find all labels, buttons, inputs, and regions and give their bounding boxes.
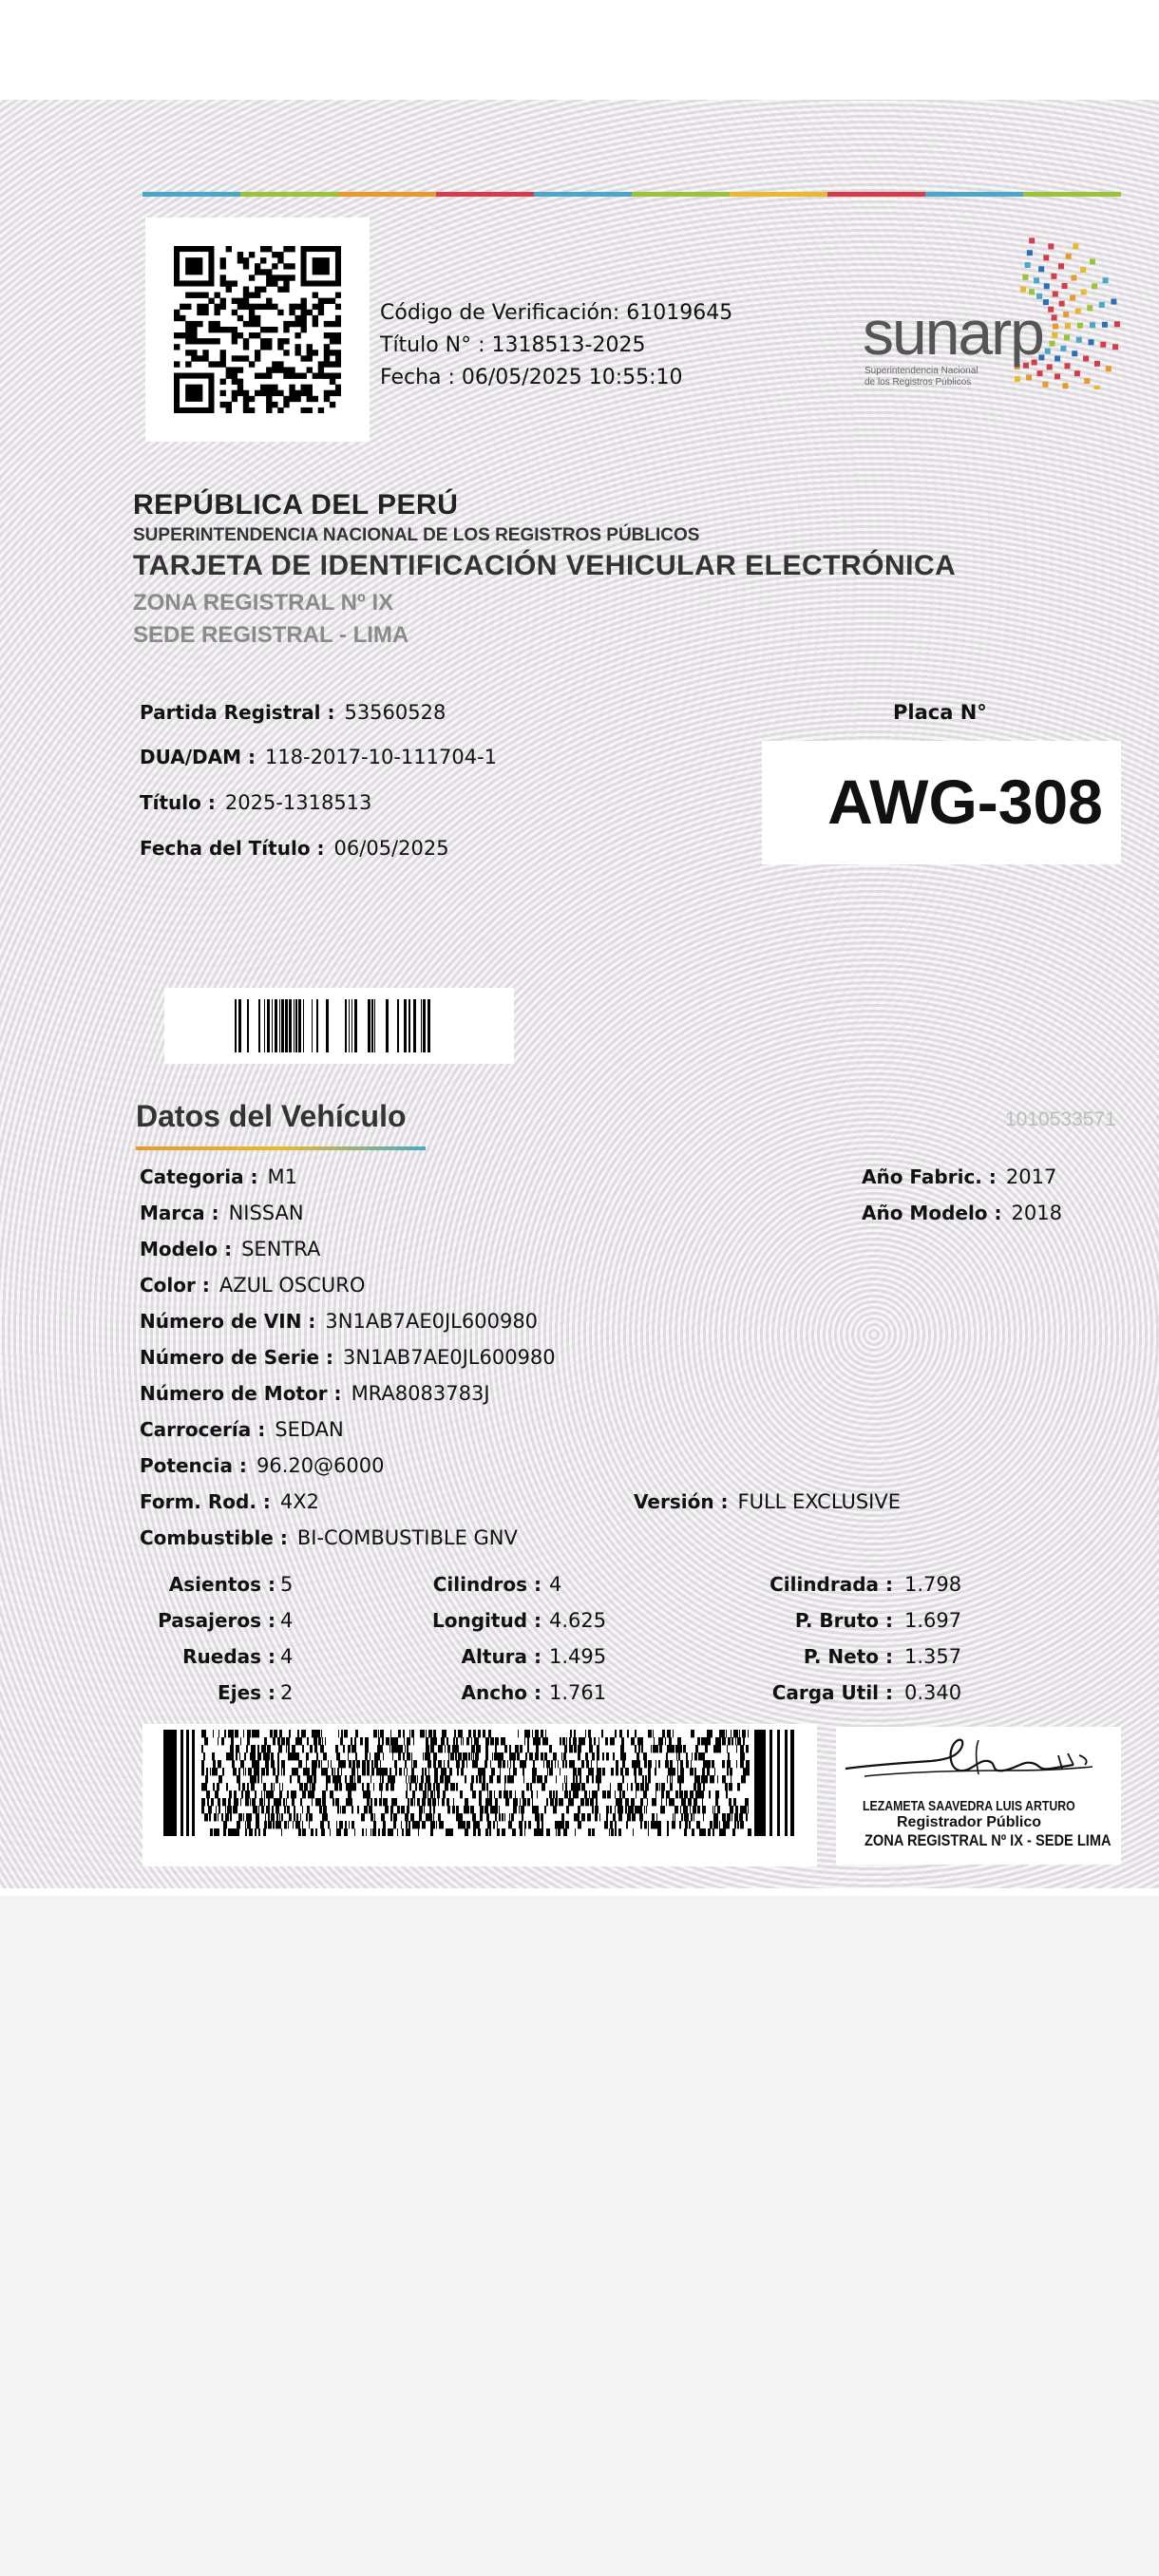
categoria-label: Categoria :: [140, 1165, 258, 1188]
vin-label: Número de VIN :: [140, 1310, 316, 1333]
ejes-value: 2: [280, 1681, 294, 1704]
signature-block: [836, 1727, 1121, 1865]
formrod-row: [140, 1490, 319, 1514]
qr-code: [145, 218, 370, 442]
partida-row: [140, 701, 446, 725]
pasajeros-value: 4: [280, 1609, 294, 1632]
logo-word: sunarp: [863, 297, 1043, 368]
longitud-label-cell: [342, 1609, 542, 1633]
pasajeros-value-cell: [280, 1609, 293, 1633]
ruedas-value-cell: [280, 1645, 293, 1669]
verification-title: Título N° : 1318513-2025: [380, 333, 646, 357]
vin-row: [140, 1310, 538, 1334]
longitud-value: 4.625: [549, 1609, 607, 1632]
version-value: FULL EXCLUSIVE: [737, 1490, 902, 1513]
altura-value: 1.495: [549, 1645, 607, 1668]
marca-label: Marca :: [140, 1202, 219, 1224]
verification-code: Código de Verificación: 61019645: [380, 301, 733, 325]
asientos-value: 5: [280, 1573, 294, 1596]
ruedas-value: 4: [280, 1645, 294, 1668]
ejes-value-cell: [280, 1681, 293, 1705]
cilindrada-value: 1.798: [904, 1573, 962, 1596]
carroceria-value: SEDAN: [275, 1418, 344, 1441]
longitud-label: Longitud :: [432, 1609, 542, 1632]
pbruto-label: P. Bruto :: [794, 1609, 893, 1632]
ancho-value-cell: [549, 1681, 606, 1705]
stripe-segment: [338, 192, 436, 197]
registrar-name: LEZAMETA SAAVEDRA LUIS ARTURO: [863, 1798, 1075, 1814]
carga-value: 0.340: [904, 1681, 962, 1704]
longitud-value-cell: [549, 1609, 606, 1633]
vehicle-card: [0, 100, 1159, 1888]
motor-row: [140, 1382, 490, 1406]
ano-fabric-row: [862, 1165, 1056, 1189]
motor-label: Número de Motor :: [140, 1382, 342, 1405]
header-zona: ZONA REGISTRAL Nº IX: [133, 590, 394, 616]
formrod-value: 4X2: [279, 1490, 319, 1513]
version-row: [634, 1490, 901, 1514]
altura-label: Altura :: [461, 1645, 542, 1668]
motor-value: MRA8083783J: [351, 1382, 490, 1405]
card-bottom-edge: [0, 1888, 1159, 1896]
combustible-row: [140, 1526, 518, 1550]
barcode-icon: [235, 999, 444, 1052]
pbruto-value-cell: [904, 1609, 961, 1633]
fecha-titulo-label: Fecha del Título :: [140, 837, 325, 860]
ruedas-label-cell: [76, 1645, 276, 1669]
dua-label: DUA/DAM :: [140, 746, 256, 768]
marca-value: NISSAN: [228, 1202, 304, 1224]
fecha-titulo-row: [140, 837, 449, 861]
ano-fabric-label: Año Fabric. :: [862, 1165, 997, 1188]
stripe-segment: [827, 192, 925, 197]
barcode: [164, 988, 514, 1064]
verification-date: Fecha : 06/05/2025 10:55:10: [380, 366, 683, 389]
pneto-value: 1.357: [904, 1645, 962, 1668]
cilindrada-value-cell: [904, 1573, 961, 1597]
stripe-segment: [730, 192, 827, 197]
header-republica: REPÚBLICA DEL PERÚ: [133, 489, 459, 521]
carga-label-cell: [684, 1681, 893, 1705]
stripe-segment: [1023, 192, 1121, 197]
ano-modelo-label: Año Modelo :: [862, 1202, 1002, 1224]
ancho-label: Ancho :: [461, 1681, 542, 1704]
vin-value: 3N1AB7AE0JL600980: [325, 1310, 539, 1333]
header-tarjeta: TARJETA DE IDENTIFICACIÓN VEHICULAR ELECTRÓNICA: [133, 550, 957, 581]
version-label: Versión :: [634, 1490, 729, 1513]
pneto-label: P. Neto :: [803, 1645, 893, 1668]
ejes-label: Ejes :: [218, 1681, 276, 1704]
section-underline: [136, 1146, 426, 1150]
ano-modelo-row: [862, 1202, 1062, 1225]
modelo-label: Modelo :: [140, 1238, 233, 1260]
placa-box: [762, 741, 1121, 864]
marca-row: [140, 1202, 304, 1225]
header-superintendencia: SUPERINTENDENCIA NACIONAL DE LOS REGISTROS PÚBLICOS: [133, 525, 700, 545]
dua-row: [140, 746, 497, 769]
modelo-row: [140, 1238, 320, 1261]
placa-label: Placa N°: [893, 701, 987, 724]
stripe-segment: [436, 192, 534, 197]
altura-value-cell: [549, 1645, 606, 1669]
stripe-segment: [142, 192, 240, 197]
dua-value: 118-2017-10-111704-1: [264, 746, 498, 768]
cilindros-label-cell: [342, 1573, 542, 1597]
pneto-value-cell: [904, 1645, 961, 1669]
logo-subtitle: [864, 366, 998, 388]
ano-modelo-value: 2018: [1011, 1202, 1062, 1224]
serie-label: Número de Serie :: [140, 1346, 334, 1369]
registrar-zone: ZONA REGISTRAL Nº IX - SEDE LIMA: [864, 1831, 1112, 1849]
pbruto-value: 1.697: [904, 1609, 962, 1632]
titulo-row: [140, 791, 371, 815]
pasajeros-label-cell: [76, 1609, 276, 1633]
cilindrada-label-cell: [684, 1573, 893, 1597]
pasajeros-label: Pasajeros :: [158, 1609, 276, 1632]
carga-label: Carga Util :: [771, 1681, 893, 1704]
titulo-value: 2025-1318513: [224, 791, 372, 814]
altura-label-cell: [342, 1645, 542, 1669]
color-value: AZUL OSCURO: [218, 1274, 366, 1297]
sunarp-logo: [855, 237, 1140, 399]
carroceria-row: [140, 1418, 344, 1442]
pneto-label-cell: [684, 1645, 893, 1669]
placa-value: AWG-308: [827, 767, 1103, 837]
color-stripe: [142, 192, 1121, 197]
potencia-value: 96.20@6000: [256, 1454, 385, 1477]
stripe-segment: [925, 192, 1023, 197]
verification-info: [380, 297, 732, 394]
ancho-value: 1.761: [549, 1681, 607, 1704]
cilindrada-label: Cilindrada :: [770, 1573, 893, 1596]
stripe-segment: [534, 192, 632, 197]
partida-label: Partida Registral :: [140, 701, 335, 724]
ancho-label-cell: [342, 1681, 542, 1705]
logo-sub-line1: Superintendencia Nacional: [864, 366, 978, 376]
partida-value: 53560528: [344, 701, 446, 724]
carroceria-label: Carrocería :: [140, 1418, 266, 1441]
color-label: Color :: [140, 1274, 210, 1297]
qr-code-icon: [174, 246, 341, 413]
serie-value: 3N1AB7AE0JL600980: [343, 1346, 556, 1369]
combustible-value: BI-COMBUSTIBLE GNV: [296, 1526, 518, 1549]
signature-icon: [836, 1727, 1121, 1803]
combustible-label: Combustible :: [140, 1526, 288, 1549]
top-margin: [0, 0, 1159, 100]
categoria-row: [140, 1165, 297, 1189]
cilindros-value: 4: [549, 1573, 562, 1596]
color-row: [140, 1274, 365, 1297]
pdf417-barcode: [142, 1724, 817, 1866]
serial-number: 1010533571: [1005, 1108, 1116, 1130]
ruedas-label: Ruedas :: [182, 1645, 276, 1668]
carga-value-cell: [904, 1681, 961, 1705]
stripe-segment: [240, 192, 338, 197]
registrar-role: Registrador Público: [897, 1814, 1042, 1830]
potencia-row: [140, 1454, 385, 1478]
pdf417-barcode-icon: [163, 1730, 796, 1836]
asientos-label-cell: [76, 1573, 276, 1597]
header-sede: SEDE REGISTRAL - LIMA: [133, 622, 409, 648]
section-title: Datos del Vehículo: [136, 1099, 407, 1133]
formrod-label: Form. Rod. :: [140, 1490, 271, 1513]
titulo-label: Título :: [140, 791, 216, 814]
modelo-value: SENTRA: [241, 1238, 321, 1260]
pbruto-label-cell: [684, 1609, 893, 1633]
asientos-label: Asientos :: [168, 1573, 276, 1596]
ejes-label-cell: [76, 1681, 276, 1705]
cilindros-value-cell: [549, 1573, 561, 1597]
logo-sub-line2: de los Registros Públicos: [864, 377, 972, 388]
serie-row: [140, 1346, 556, 1370]
categoria-value: M1: [267, 1165, 298, 1188]
fecha-titulo-value: 06/05/2025: [333, 837, 449, 860]
potencia-label: Potencia :: [140, 1454, 247, 1477]
ano-fabric-value: 2017: [1005, 1165, 1057, 1188]
cilindros-label: Cilindros :: [432, 1573, 542, 1596]
asientos-value-cell: [280, 1573, 293, 1597]
stripe-segment: [632, 192, 730, 197]
